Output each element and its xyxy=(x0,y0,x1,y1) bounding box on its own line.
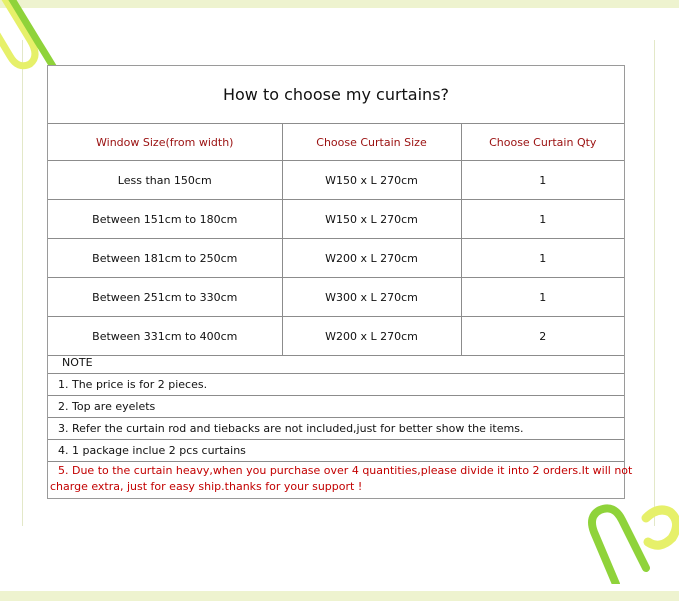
frame-bottom-strip xyxy=(0,591,679,601)
curtain-size-cell: W150 x L 270cm xyxy=(282,161,461,200)
window-size-cell: Between 251cm to 330cm xyxy=(48,278,282,317)
curtain-qty-cell: 1 xyxy=(461,278,624,317)
column-header-curtain-size: Choose Curtain Size xyxy=(282,124,461,161)
curtain-qty-cell: 1 xyxy=(461,239,624,278)
curtain-qty-cell: 1 xyxy=(461,161,624,200)
column-header-curtain-qty: Choose Curtain Qty xyxy=(461,124,624,161)
window-size-cell: Between 181cm to 250cm xyxy=(48,239,282,278)
curtain-size-cell: W200 x L 270cm xyxy=(282,317,461,356)
window-size-cell: Less than 150cm xyxy=(48,161,282,200)
note-item: 3. Refer the curtain rod and tiebacks are not included,just for better show the items. xyxy=(48,418,624,440)
table-row xyxy=(48,239,624,278)
curtain-qty-cell: 1 xyxy=(461,200,624,239)
window-size-cell: Between 151cm to 180cm xyxy=(48,200,282,239)
notes-section xyxy=(48,352,633,502)
page-title: How to choose my curtains? xyxy=(222,85,450,104)
table-row xyxy=(48,278,624,317)
note-item: 4. 1 package inclue 2 pcs curtains xyxy=(48,440,624,462)
note-item: 1. The price is for 2 pieces. xyxy=(48,374,624,396)
curtain-guide-sheet xyxy=(47,65,633,499)
curtain-size-cell: W300 x L 270cm xyxy=(282,278,461,317)
paper-clip-icon xyxy=(586,488,679,584)
table-row xyxy=(48,161,624,200)
curtain-size-table xyxy=(48,123,624,356)
frame-right-line xyxy=(654,40,655,526)
warning-line-2: charge extra, just for easy ship.thanks for your support ! xyxy=(50,480,363,493)
frame-top-strip xyxy=(0,0,679,8)
notes-heading: NOTE xyxy=(48,352,624,374)
window-size-cell: Between 331cm to 400cm xyxy=(48,317,282,356)
column-header-window-size: Window Size(from width) xyxy=(48,124,282,161)
warning-line-1: 5. Due to the curtain heavy,when you purchase over 4 quantities,please divide it into 2 orders.It will not xyxy=(58,464,633,477)
frame-left-line xyxy=(22,40,23,526)
curtain-qty-cell: 2 xyxy=(461,317,624,356)
note-item: 2. Top are eyelets xyxy=(48,396,624,418)
curtain-size-cell: W150 x L 270cm xyxy=(282,200,461,239)
shipping-warning-note xyxy=(48,462,633,502)
table-row xyxy=(48,200,624,239)
curtain-size-cell: W200 x L 270cm xyxy=(282,239,461,278)
table-header-row xyxy=(48,124,624,161)
table-row xyxy=(48,317,624,356)
